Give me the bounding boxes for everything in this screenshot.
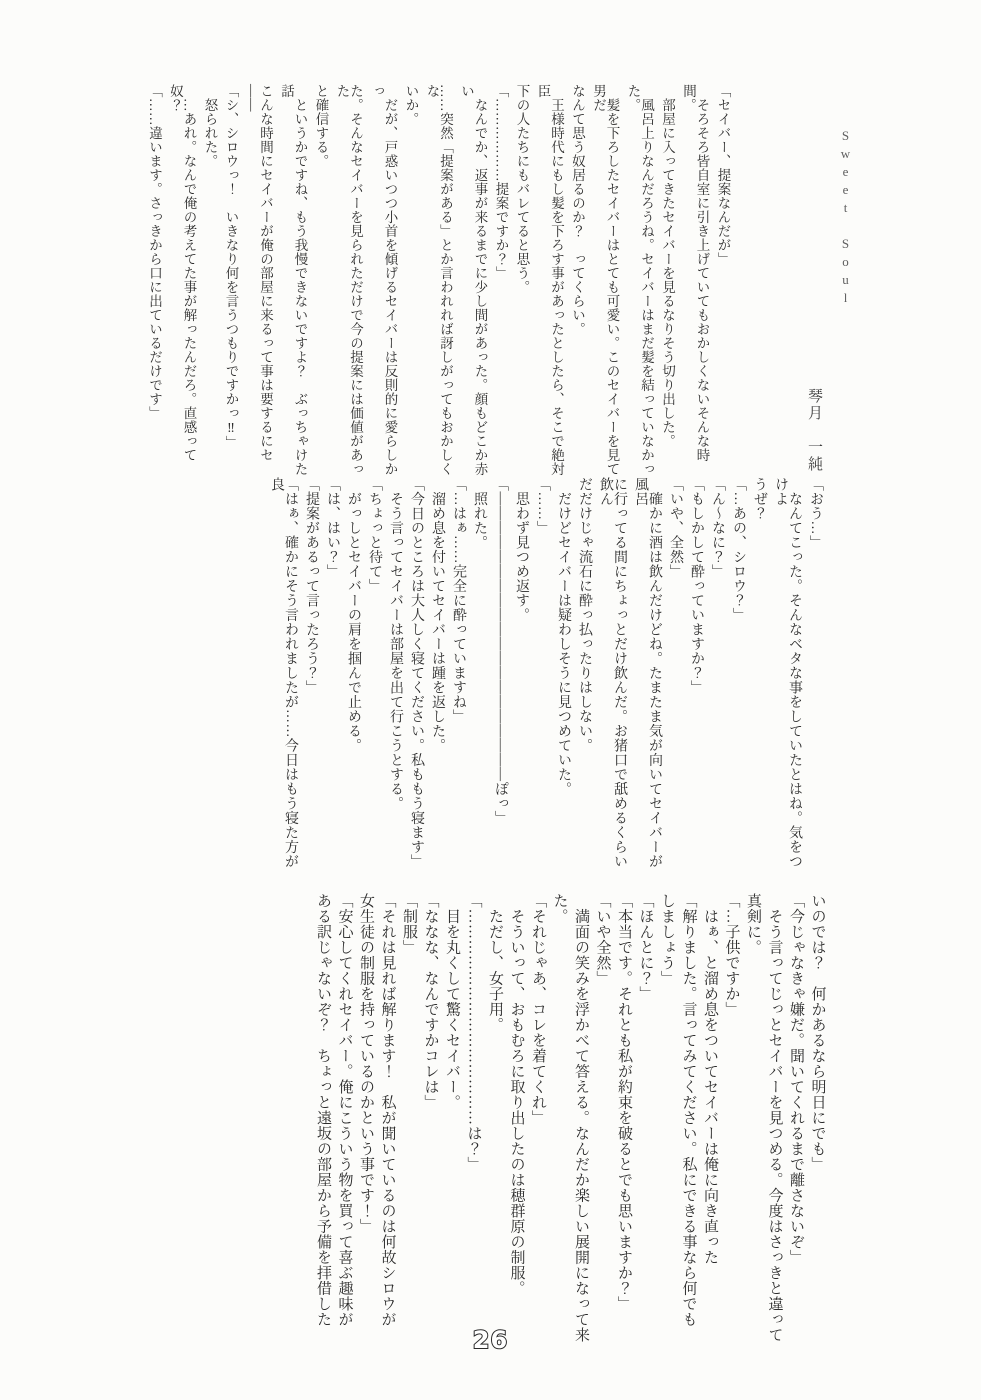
text-line: 目を丸くして驚くセイバー。	[444, 893, 460, 1110]
text-line: 風呂上りなんだろうね。セイバーはまだ髪を結っていなかった。	[625, 84, 654, 476]
text-line: はぁ、と溜め息をついてセイバーは俺に向き直った	[702, 893, 718, 1265]
text-line: 「……違います。さっきから口に出ているだけです」	[147, 84, 162, 420]
text-line: 「…はぁ……完全に酔っていますね」	[451, 477, 466, 724]
text-line: なんてこった。そんなベタな事をしていたとはね。気をつけよ	[773, 477, 802, 869]
text-line: 「は、はい？」	[325, 477, 340, 579]
text-line: なんでか、返事が来るまでに少し間があった。顔もどこか赤い	[459, 84, 488, 476]
text-line: 「安心してくれセイバー。俺にこういう物を買って喜ぶ趣味が	[336, 893, 353, 1327]
text-line: 「…子供ですか」	[723, 893, 740, 1017]
text-line: そう言ってじっとセイバーを見つめる。今度はさっきと違って	[766, 893, 783, 1343]
text-line: 髪を下ろしたセイバーはとても可愛い。このセイバーを見て男だ	[591, 84, 620, 476]
text-line: た。	[551, 893, 568, 924]
text-line: 「本当です。それとも私が約束を破るとでも思いますか？」	[616, 893, 632, 1312]
text-line: というかですね、もう我慢できないですよ？ ぶっちゃけた話	[279, 84, 308, 476]
text-line: 「おう…」	[808, 477, 823, 550]
text-line: だが、戸惑いつつ小首を傾げるセイバーは反則的に愛らしかっ	[369, 84, 398, 476]
text-line: 確かに酒は飲んだけどね。たまたま気が向いてセイバーが風呂	[633, 477, 662, 869]
text-line: いのでは？ 何かあるなら明日にでも」	[809, 893, 826, 1172]
text-line: 「ちょっと待て」	[367, 477, 382, 593]
text-line: 「シ、シロウっ！ いきなり何を言うつもりですかっ‼」	[223, 84, 239, 450]
text-section-middle	[262, 477, 829, 877]
text-line: 「はぁ、確かにそう言われましたが……今日はもう寝た方が良	[269, 477, 298, 869]
text-line: 「いや、全然」	[668, 477, 683, 579]
text-line: 「解りました。言ってみてください。私にできる事なら何でも	[680, 893, 697, 1327]
text-line: 下の人たちにもバレてると思う。	[514, 84, 530, 294]
text-line: 「それは見れば解ります！ 私が聞いているのは何故シロウが	[379, 893, 396, 1327]
text-line: だだけじゃ流石に酔っ払ったりはしない。	[577, 477, 592, 753]
text-line: た。そんなセイバーを見られただけで今の提案には価値があった	[334, 84, 363, 476]
text-line: 怒られた。	[202, 84, 218, 168]
text-line: だけどセイバーは疑わしそうに見つめていた。	[556, 477, 571, 796]
text-section-bottom	[309, 893, 832, 1353]
text-line: に行ってる間にちょっとだけ飲んだ。お猪口で舐めるくらい飲ん	[598, 477, 627, 869]
text-line: 「それじゃあ、コレを着てくれ」	[530, 893, 546, 1126]
text-line: 「……………………………………は？」	[465, 893, 482, 1172]
text-line: と確信する。	[313, 84, 329, 168]
text-line: 「いや全然」	[594, 893, 611, 986]
text-line: 思わず見つめ返す。	[514, 477, 529, 622]
text-line: そういって、おもむろに取り出したのは穂群原の制服。	[508, 893, 525, 1296]
text-line: しましょう」	[659, 893, 675, 986]
text-line: 「提案があるって言ったろう？」	[304, 477, 319, 695]
text-line: がっしとセイバーの肩を掴んで止める。	[346, 477, 361, 753]
page-number: 26	[472, 1326, 509, 1354]
text-line: そう言ってセイバーは部屋を出て行こうとする。	[388, 477, 403, 811]
text-line: 「ななな、なんですかコレは」	[422, 893, 439, 1110]
text-line: ただし、女子用。	[487, 893, 503, 1033]
text-line: そろそろ皆自室に引き上げていてもおかしくないそんな時間。	[681, 84, 710, 462]
text-line: 「ん～なに？」	[710, 477, 725, 579]
text-line: 「今日のところは大人しく寝てください。私ももう寝ます」	[409, 477, 424, 869]
story-title: Sweet Soul	[838, 128, 853, 308]
text-line: …あれ。なんで俺の考えてた事が解ったんだろ。直感って奴？	[168, 84, 197, 462]
text-line: 王様時代にもし髪を下ろす事があったとしたら、そこで絶対臣	[535, 84, 564, 476]
text-line: 満面の笑みを浮かべて答える。なんだか楽しい展開になって来	[573, 893, 589, 1343]
text-line: 「…あの、シロウ？」	[731, 477, 746, 622]
text-line: こんな時間にセイバーが俺の部屋に来るって事は要するにセ――	[244, 84, 273, 462]
text-line: 部屋に入ってきたセイバーを見るなりそう切り出した。	[660, 84, 675, 448]
text-line: 「今じゃなきゃ嫌だ。聞いてくれるまで離さないぞ」	[788, 893, 804, 1265]
text-line: 「――――――――――――――――――――ぽっ」	[493, 477, 508, 825]
story-author: 琴月 一純	[806, 388, 822, 473]
text-line: 女生徒の制服を持っているのかという事です！」	[358, 893, 374, 1234]
text-line: 真剣に。	[745, 893, 761, 955]
text-line: ……突然「提案がある」とか言われれば訝しがってもおかしくな	[424, 84, 453, 476]
text-line: 「ほんとに？」	[637, 893, 654, 1002]
text-line: 「……」	[535, 477, 550, 535]
text-line: うぜ？	[752, 477, 767, 521]
text-line: なんて思う奴居るのか？ ってくらい。	[570, 84, 585, 336]
text-section-top	[140, 84, 737, 488]
text-line: 「もしかして酔っていますか？」	[689, 477, 704, 695]
text-line: 「………………提案ですか？」	[493, 84, 509, 280]
text-line: 照れた。	[472, 477, 487, 550]
text-line: 「セイバー、提案なんだが」	[715, 84, 731, 266]
text-line: 「制服」	[401, 893, 417, 955]
text-line: 溜め息を付いてセイバーは踵を返した。	[430, 477, 445, 753]
text-line: いか。	[403, 84, 419, 126]
text-line: ある訳じゃないぞ？ ちょっと遠坂の部屋から予備を拝借した	[315, 893, 331, 1327]
